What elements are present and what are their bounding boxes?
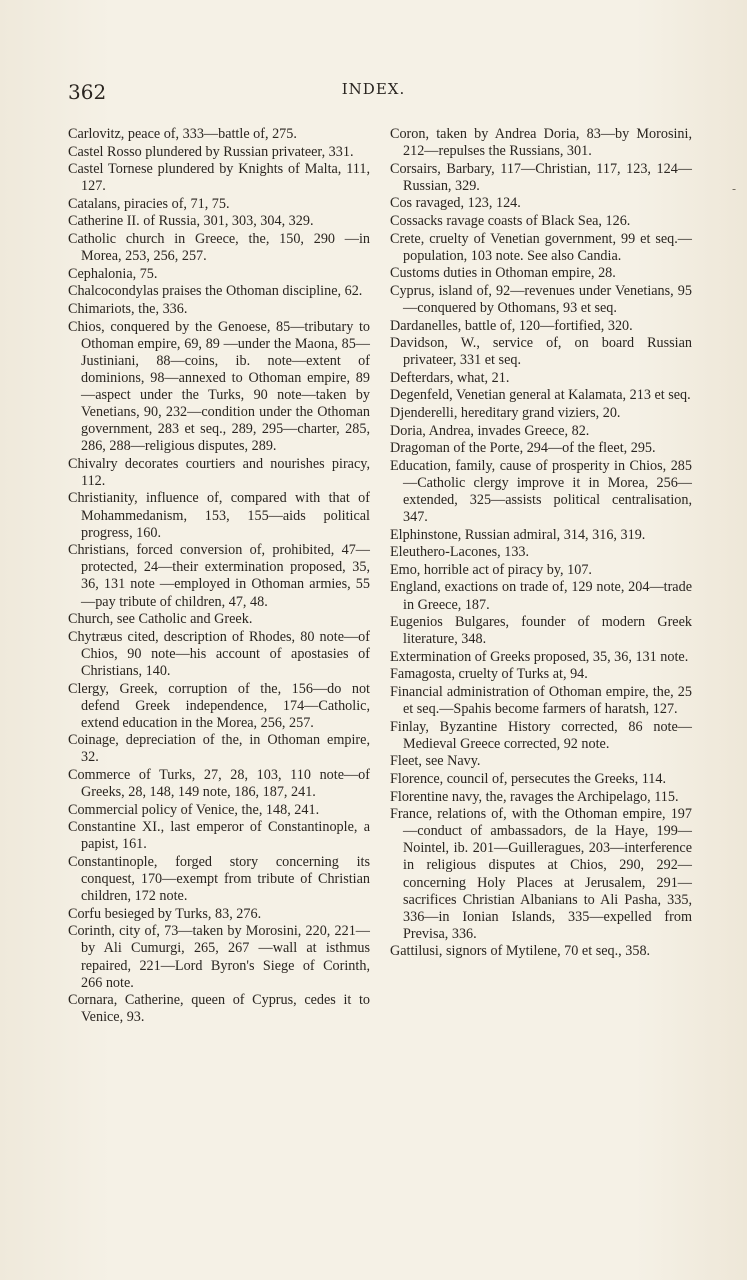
index-entry: Customs duties in Othoman empire, 28. xyxy=(390,265,616,282)
index-entry: Dardanelles, battle of, 120—fortified, 320. xyxy=(390,317,633,334)
index-entry: Defterdars, what, 21. xyxy=(390,369,510,386)
index-entry: Davidson, W., service of, on board Russian privateer, 331 et seq. xyxy=(390,335,692,369)
running-head: INDEX. xyxy=(341,80,406,98)
index-entry: Djenderelli, hereditary grand viziers, 20. xyxy=(390,405,621,421)
index-entry: Extermination of Greeks proposed, 35, 36, 131 note. xyxy=(390,648,689,665)
index-entry: Commerce of Turks, 27, 28, 103, 110 note—of Greeks, 28, 148, 149 note, 186, 187, 241. xyxy=(68,766,370,801)
index-entry: Castel Tornese plundered by Knights of Malta, 111, 127. xyxy=(68,161,370,195)
index-entry: Doria, Andrea, invades Greece, 82. xyxy=(390,422,590,439)
index-entry: Chios, conquered by the Genoese, 85—tributary to Othoman empire, 69, 89 —under the Maona, 85—Justiniani, 88—coins, ib. note—extent of dominions, 98—annexed to Othoman empire, 89—aspect under the Turks, 90 note—taken by Venetians, 90, 232—condition under the Othoman government, 283 et seq., 289, 295—charter, 285, 286, 288—religious disputes, 289. xyxy=(68,318,370,455)
index-entry: Coinage, depreciation of the, in Othoman empire, 32. xyxy=(68,732,370,766)
index-entry: Gattilusi, signors of Mytilene, 70 et seq., 358. xyxy=(390,943,651,960)
index-entry: Castel Rosso plundered by Russian privateer, 331. xyxy=(68,143,354,160)
margin-mark: - xyxy=(732,182,737,196)
index-entry: Cossacks ravage coasts of Black Sea, 126. xyxy=(390,212,631,229)
index-entry: England, exactions on trade of, 129 note, 204—trade in Greece, 187. xyxy=(390,579,692,613)
index-entry: Emo, horrible act of piracy by, 107. xyxy=(390,561,592,578)
index-entry: Catholic church in Greece, the, 150, 290 —in Morea, 253, 256, 257. xyxy=(68,231,370,265)
index-entry: Chivalry decorates courtiers and nourishes piracy, 112. xyxy=(68,455,370,489)
index-column-left xyxy=(68,126,370,1027)
index-entry: Chalcocondylas praises the Othoman discipline, 62. xyxy=(68,283,363,300)
index-entry: Florentine navy, the, ravages the Archipelago, 115. xyxy=(390,788,679,805)
index-entry: Crete, cruelty of Venetian government, 99 et seq.—population, 103 note. See also Candia. xyxy=(390,230,692,264)
index-entry: Christianity, influence of, compared with that of Mohammedanism, 153, 155—aids political progress, 160. xyxy=(68,490,370,541)
index-entry: Education, family, cause of prosperity in Chios, 285—Catholic clergy improve it in Morea, 256—extended, 325—assists political centralisation, 347. xyxy=(390,457,692,526)
index-entry: Constantinople, forged story concerning its conquest, 170—exempt from tribute of Christian children, 172 note. xyxy=(68,853,370,905)
page-number: 362 xyxy=(68,80,107,104)
index-entry: Cos ravaged, 123, 124. xyxy=(390,195,521,212)
index-entry: Commercial policy of Venice, the, 148, 241. xyxy=(68,801,320,818)
index-column-right xyxy=(390,126,692,961)
index-entry: Financial administration of Othoman empire, the, 25 et seq.—Spahis become farmers of haratsh, 127. xyxy=(390,684,692,718)
index-entry: Finlay, Byzantine History corrected, 86 note—Medieval Greece corrected, 92 note. xyxy=(390,718,692,752)
index-entry: Dragoman of the Porte, 294—of the fleet, 295. xyxy=(390,440,656,457)
index-entry: Christians, forced conversion of, prohibited, 47—protected, 24—their extermination proposed, 35, 36, 131 note —employed in Othoman armies, 55—pay tribute of children, 47, 48. xyxy=(68,542,370,610)
index-entry: Florence, council of, persecutes the Greeks, 114. xyxy=(390,770,667,787)
index-entry: Catherine II. of Russia, 301, 303, 304, 329. xyxy=(68,213,314,230)
index-entry: Carlovitz, peace of, 333—battle of, 275. xyxy=(68,126,297,142)
index-entry: Coron, taken by Andrea Doria, 83—by Morosini, 212—repulses the Russians, 301. xyxy=(390,126,692,160)
index-entry: Chimariots, the, 336. xyxy=(68,300,188,317)
index-entry: Cornara, Catherine, queen of Cyprus, cedes it to Venice, 93. xyxy=(68,992,370,1026)
index-entry: Famagosta, cruelty of Turks at, 94. xyxy=(390,666,588,683)
index-entry: Cephalonia, 75. xyxy=(68,265,158,282)
index-entry: Corsairs, Barbary, 117—Christian, 117, 123, 124—Russian, 329. xyxy=(390,160,692,194)
index-entry: Degenfeld, Venetian general at Kalamata, 213 et seq. xyxy=(390,387,691,404)
index-entry: Constantine XI., last emperor of Constantinople, a papist, 161. xyxy=(68,819,370,853)
index-entry: Corfu besieged by Turks, 83, 276. xyxy=(68,905,262,922)
index-entry: Eugenios Bulgares, founder of modern Greek literature, 348. xyxy=(390,614,692,648)
index-entry: Clergy, Greek, corruption of the, 156—do not defend Greek independence, 174—Catholic, extend education in the Morea, 256, 257. xyxy=(68,680,370,731)
index-entry: Fleet, see Navy. xyxy=(390,753,481,770)
index-entry: Cyprus, island of, 92—revenues under Venetians, 95—conquered by Othomans, 93 et seq. xyxy=(390,282,692,316)
index-entry: Elphinstone, Russian admiral, 314, 316, 319. xyxy=(390,526,646,543)
index-entry: Chytræus cited, description of Rhodes, 80 note—of Chios, 90 note—his account of apostasies of Christians, 140. xyxy=(68,628,370,679)
index-entry: Catalans, piracies of, 71, 75. xyxy=(68,195,230,212)
index-entry: Church, see Catholic and Greek. xyxy=(68,611,253,628)
index-entry: France, relations of, with the Othoman empire, 197—conduct of ambassadors, de la Haye, 199—Nointel, ib. 201—Guilleragues, 203—interference in religious disputes at Chios, 290, 292—concerning Holy Places at Jerusalem, 291—sacrifices Christian Albanians to Ali Pasha, 335, 336—in Ionian Islands, 335—expelled from Previsa, 336. xyxy=(390,806,692,942)
page-header xyxy=(68,80,679,108)
index-entry: Corinth, city of, 73—taken by Morosini, 220, 221—by Ali Cumurgi, 265, 267 —wall at isthmus repaired, 221—Lord Byron's Siege of Corinth, 266 note. xyxy=(68,923,370,991)
index-entry: Eleuthero-Lacones, 133. xyxy=(390,544,530,561)
